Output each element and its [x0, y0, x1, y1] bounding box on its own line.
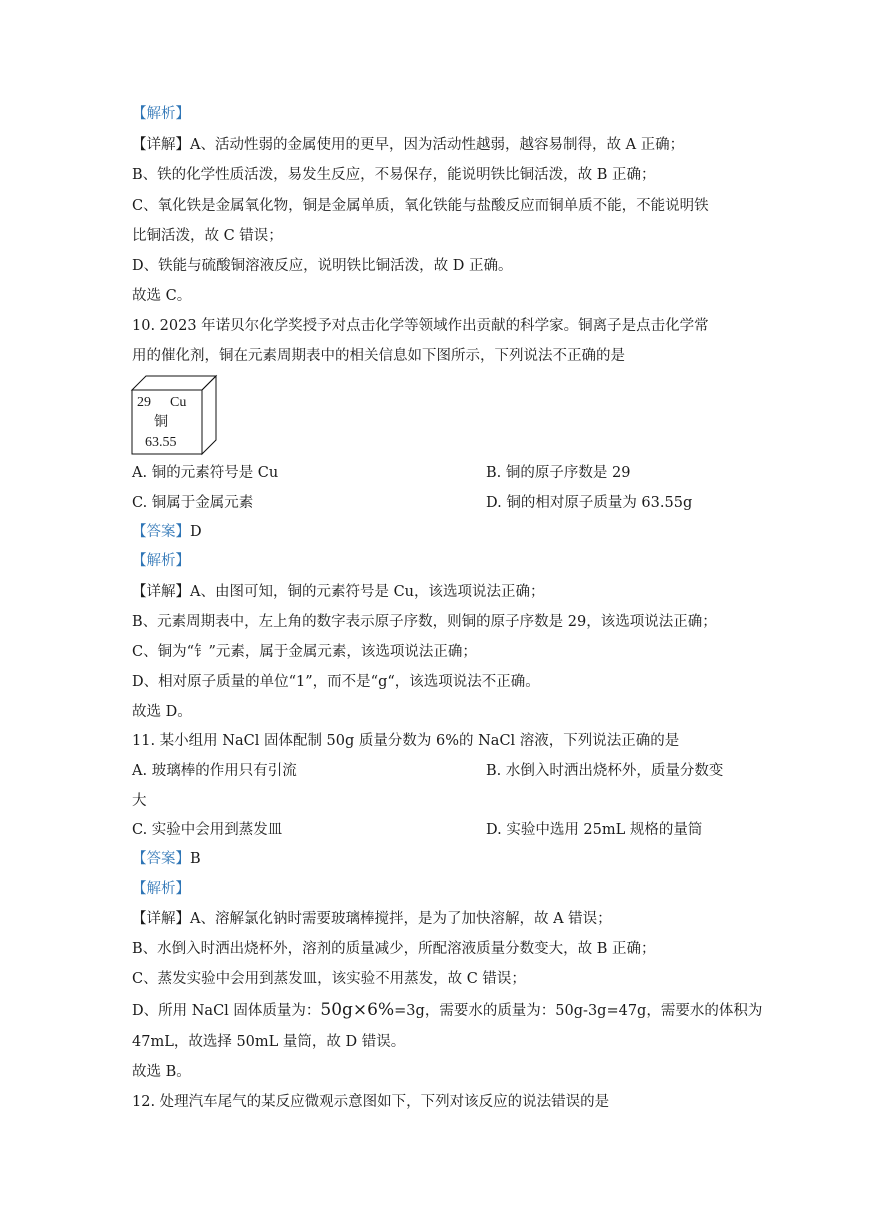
text-line: B、元素周期表中，左上角的数字表示原子序数，则铜的原子序数是 29，该选项说法正确；	[132, 614, 717, 630]
q10-stem: 用的催化剂，铜在元素周期表中的相关信息如下图所示，下列说法不正确的是	[132, 348, 625, 364]
q10-option-c: C. 铜属于金属元素	[132, 495, 254, 511]
text-line: C、氧化铁是金属氧化物，铜是金属单质，氧化铁能与盐酸反应而铜单质不能，不能说明铁	[132, 198, 709, 214]
conclusion-line: 故选 C。	[132, 288, 192, 304]
q11-option-b-continued: 大	[132, 793, 147, 809]
q11-option-b: B. 水倒入时洒出烧杯外，质量分数变	[486, 763, 724, 779]
text-line-with-formula: D、所用 NaCl 固体质量为：50g×6%=3g，需要水的质量为：50g-3g=47g，需要水的体积为	[132, 1000, 763, 1020]
text-line: 比铜活泼，故 C 错误；	[132, 228, 283, 244]
analysis-heading: 【解析】	[132, 106, 190, 122]
text-line: B、水倒入时洒出烧杯外，溶剂的质量减少，所配溶液质量分数变大，故 B 正确；	[132, 941, 656, 957]
detail-tag: 【详解】	[132, 137, 190, 153]
q10-option-a: A. 铜的元素符号是 Cu	[132, 465, 279, 481]
element-symbol: Cu	[170, 395, 187, 410]
q11-analysis-heading: 【解析】	[132, 881, 190, 897]
conclusion-line: 故选 B。	[132, 1064, 191, 1080]
q10-option-d: D. 铜的相对原子质量为 63.55g	[486, 495, 693, 511]
detail-line: 【详解】A、活动性弱的金属使用的更早，因为活动性越弱，越容易制得，故 A 正确；	[132, 137, 685, 153]
q11-answer: 【答案】B	[132, 851, 201, 867]
formula: 50g×6%	[320, 1000, 395, 1020]
q11-stem: 11. 某小组用 NaCl 固体配制 50g 质量分数为 6%的 NaCl 溶液，下列说法正确的是	[132, 733, 680, 749]
q10-detail-line: 【详解】A、由图可知，铜的元素符号是 Cu，该选项说法正确；	[132, 584, 545, 600]
q11-option-d: D. 实验中选用 25mL 规格的量筒	[486, 822, 703, 838]
atomic-mass: 63.55	[145, 435, 177, 450]
q10-option-b: B. 铜的原子序数是 29	[486, 465, 631, 481]
q10-analysis-heading: 【解析】	[132, 553, 190, 569]
text-line: B、铁的化学性质活泼，易发生反应，不易保存，能说明铁比铜活泼，故 B 正确；	[132, 167, 656, 183]
atomic-number: 29	[137, 395, 151, 410]
q12-stem: 12. 处理汽车尾气的某反应微观示意图如下，下列对该反应的说法错误的是	[132, 1094, 610, 1110]
element-name: 铜	[154, 415, 168, 430]
text-line: C、蒸发实验中会用到蒸发皿，该实验不用蒸发，故 C 错误；	[132, 971, 526, 987]
q11-option-c: C. 实验中会用到蒸发皿	[132, 822, 283, 838]
text-line: D、铁能与硫酸铜溶液反应，说明铁比铜活泼，故 D 正确。	[132, 258, 513, 274]
text-line: 47mL，故选择 50mL 量筒，故 D 错误。	[132, 1034, 406, 1050]
q11-option-a: A. 玻璃棒的作用只有引流	[132, 763, 297, 779]
q11-detail-line: 【详解】A、溶解氯化钠时需要玻璃棒搅拌，是为了加快溶解，故 A 错误；	[132, 911, 612, 927]
conclusion-line: 故选 D。	[132, 704, 192, 720]
element-cell-figure	[130, 374, 220, 456]
q10-answer: 【答案】D	[132, 524, 202, 540]
text-line: C、铜为“钅”元素，属于金属元素，该选项说法正确；	[132, 644, 477, 660]
q10-stem: 10. 2023 年诺贝尔化学奖授予对点击化学等领域作出贡献的科学家。铜离子是点击化学常	[132, 318, 709, 334]
text-line: D、相对原子质量的单位“1”，而不是“g“，该选项说法不正确。	[132, 674, 540, 690]
